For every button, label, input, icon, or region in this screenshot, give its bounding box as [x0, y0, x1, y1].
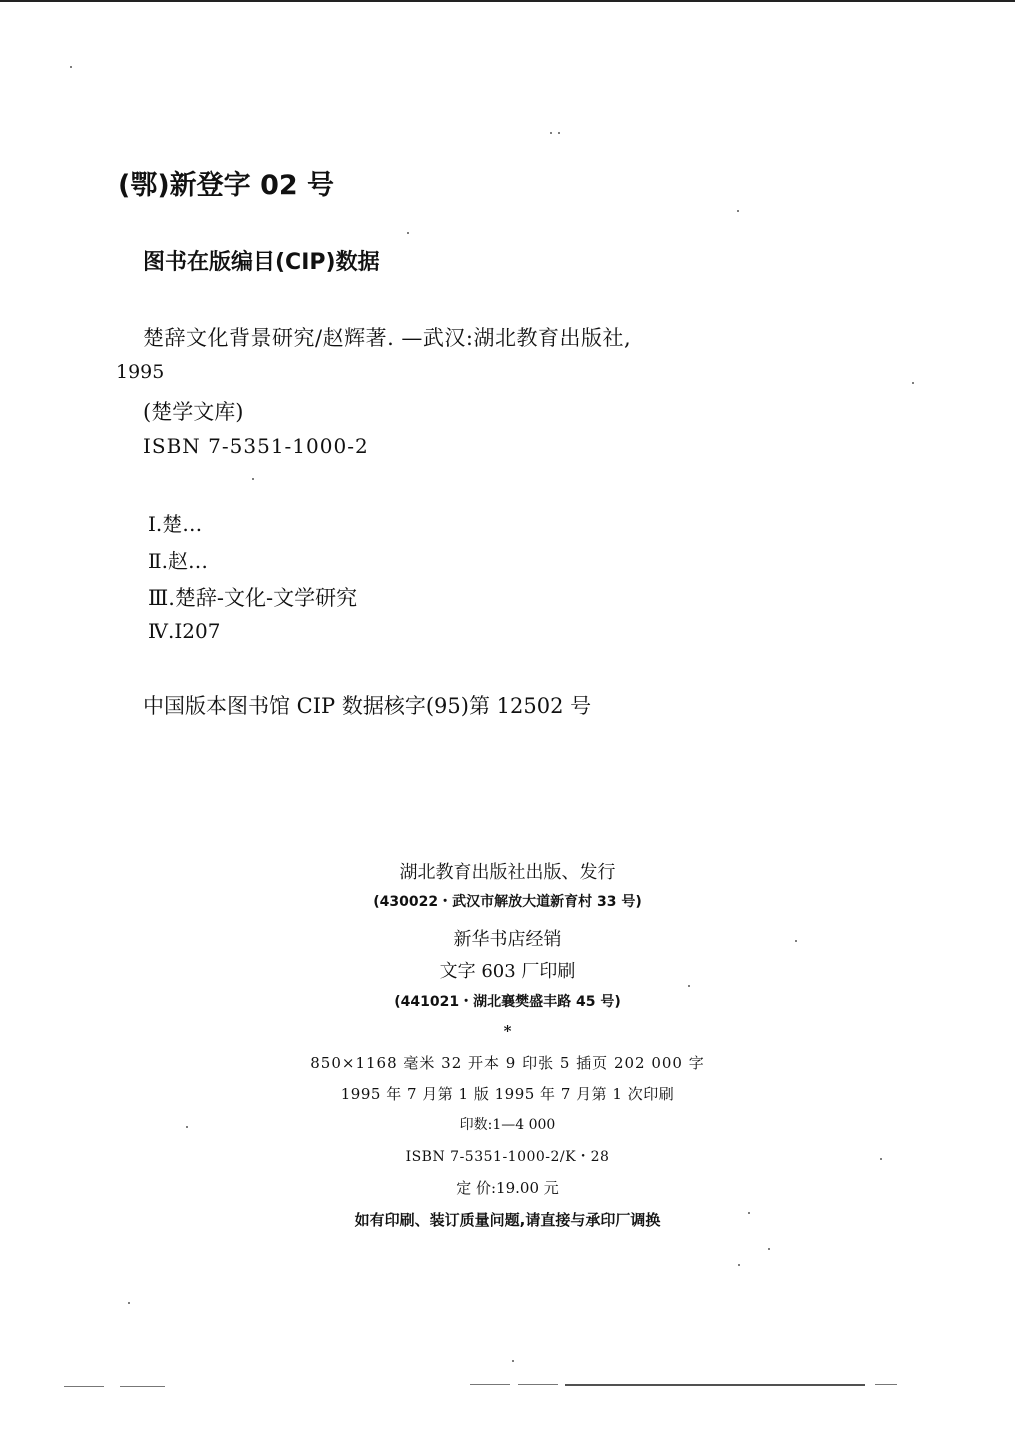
cip-title-author-publisher: 楚辞文化背景研究/赵辉著. —武汉:湖北教育出版社,	[143, 326, 632, 350]
scan-speck	[912, 382, 914, 384]
scan-speck	[512, 1360, 514, 1362]
cip-series: (楚学文库)	[143, 400, 244, 424]
scan-speck	[407, 232, 409, 234]
cip-subject-item: Ⅰ.楚…	[148, 512, 203, 536]
cip-verification-number: 中国版本图书馆 CIP 数据核字(95)第 12502 号	[143, 694, 592, 718]
scan-speck	[558, 132, 560, 134]
cip-year: 1995	[116, 361, 165, 383]
scan-artifact-line	[565, 1384, 865, 1386]
cip-subject-item: Ⅲ.楚辞-文化-文学研究	[148, 586, 358, 610]
cip-subject-item: Ⅳ.I207	[148, 619, 221, 643]
scan-speck	[688, 985, 690, 987]
imprint-printer-address: (441021・湖北襄樊盛丰路 45 号)	[394, 994, 621, 1010]
scan-speck	[768, 1248, 770, 1250]
imprint-distributor: 新华书店经销	[453, 929, 562, 950]
cip-subject-item: Ⅱ.赵…	[148, 549, 208, 573]
scan-speck	[186, 1126, 188, 1128]
scan-artifact-line	[518, 1384, 558, 1385]
imprint-isbn: ISBN 7-5351-1000-2/K・28	[405, 1149, 610, 1165]
registration-number: (鄂)新登字 02 号	[118, 170, 335, 201]
scan-speck	[795, 940, 797, 942]
scan-artifact-line	[120, 1386, 165, 1387]
scan-speck	[550, 132, 552, 134]
cip-isbn: ISBN 7-5351-1000-2	[143, 434, 369, 458]
imprint-publisher: 湖北教育出版社出版、发行	[399, 862, 616, 883]
imprint-separator: *	[503, 1022, 512, 1040]
scan-speck	[738, 1264, 740, 1266]
page-top-border	[0, 0, 1015, 2]
scan-artifact-line	[470, 1384, 510, 1385]
imprint-printer: 文字 603 厂印刷	[439, 961, 576, 982]
imprint-price: 定 价:19.00 元	[456, 1179, 559, 1197]
scan-speck	[748, 1212, 750, 1214]
imprint-edition: 1995 年 7 月第 1 版 1995 年 7 月第 1 次印刷	[340, 1085, 675, 1103]
scan-speck	[737, 210, 739, 212]
scan-speck	[70, 66, 72, 68]
scan-artifact-line	[875, 1384, 897, 1385]
imprint-print-run: 印数:1—4 000	[459, 1117, 556, 1133]
scan-artifact-line	[64, 1386, 104, 1387]
imprint-publisher-address: (430022・武汉市解放大道新育村 33 号)	[373, 894, 642, 910]
scan-speck	[880, 1158, 882, 1160]
imprint-specs: 850×1168 毫米 32 开本 9 印张 5 插页 202 000 字	[310, 1054, 705, 1072]
imprint-quality-notice: 如有印刷、装订质量问题,请直接与承印厂调换	[354, 1211, 661, 1229]
scan-speck	[128, 1302, 130, 1304]
scan-speck	[252, 478, 254, 480]
cip-heading: 图书在版编目(CIP)数据	[143, 250, 380, 275]
